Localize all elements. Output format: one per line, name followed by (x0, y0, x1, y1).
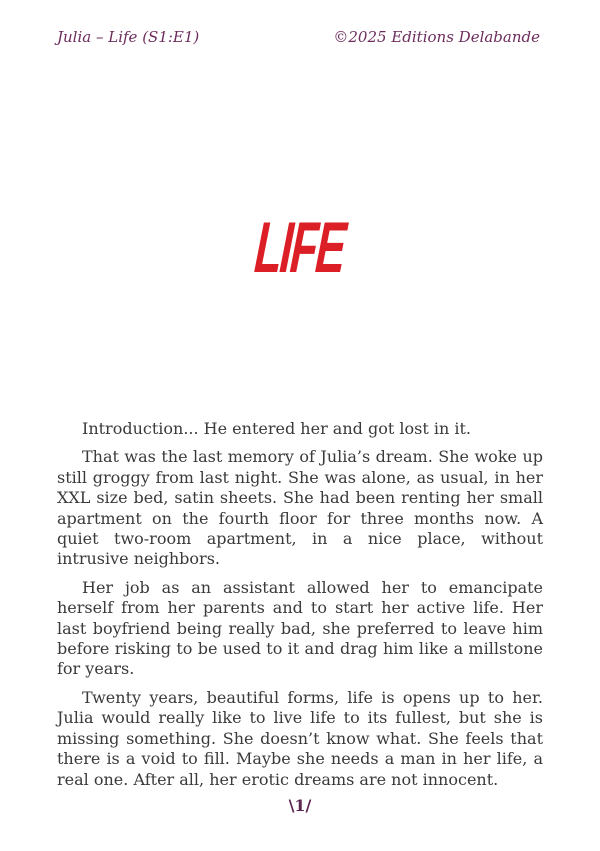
paragraph: That was the last memory of Julia’s dream. She woke up still groggy from last night. She was alone, as usual, in her XXL size bed, satin sheets. She had been renting her small apartment on the fourth floor for three months now. A quiet two-room apartment, in a nice place, without intrusive neighbors. (57, 447, 543, 569)
page-header (57, 28, 540, 46)
paragraph: Her job as an assistant allowed her to emancipate herself from her parents and to start her active life. Her last boyfriend being really bad, she preferred to leave him before risking to be used to it and drag him like a millstone for years. (57, 577, 543, 679)
running-title: Julia – Life (S1:E1) (57, 28, 200, 46)
page-footer (0, 796, 600, 815)
story-text (57, 419, 543, 798)
paragraph-introduction: Introduction... He entered her and got lost in it. (82, 419, 471, 438)
copyright-notice: ©2025 Editions Delabande (333, 28, 540, 46)
life-logo: LIFE (252, 208, 348, 288)
page-number: \1/ (288, 796, 312, 815)
paragraph: Twenty years, beautiful forms, life is opens up to her. Julia would really like to live life to its fullest, but she is missing something. She doesn’t know what. She feels that there is a void to fill. Maybe she needs a man in her life, a real one. After all, her erotic dreams are not innocent. (57, 687, 543, 789)
title-logo-container (0, 208, 600, 288)
